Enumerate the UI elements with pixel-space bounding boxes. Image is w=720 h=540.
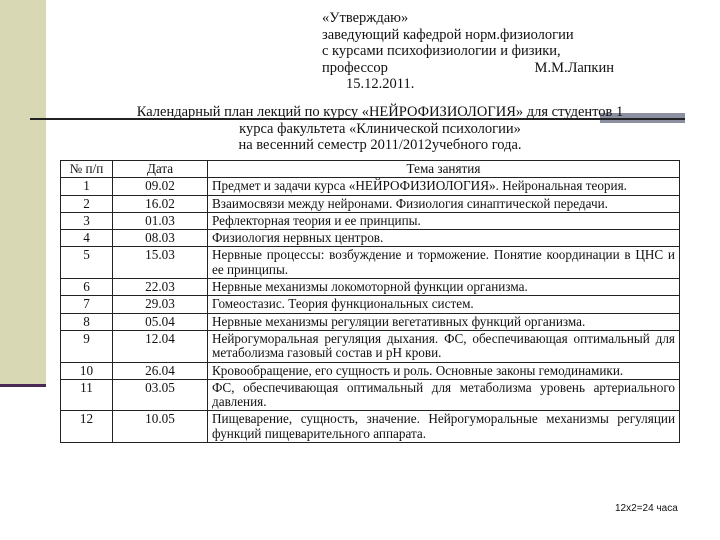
decorative-side-bar [0, 0, 46, 384]
row-date: 12.04 [113, 330, 208, 362]
header-num: № п/п [61, 161, 113, 178]
title-line: Календарный план лекций по курсу «НЕЙРОФИЗИОЛОГИЯ» для студентов 1 [136, 104, 624, 120]
row-date: 15.03 [113, 247, 208, 279]
row-number: 2 [61, 195, 113, 212]
hours-footnote: 12х2=24 часа [615, 503, 678, 514]
header-date: Дата [113, 161, 208, 178]
row-topic: Взаимосвязи между нейронами. Физиология синаптической передачи. [208, 195, 680, 212]
row-number: 3 [61, 212, 113, 229]
row-topic: Кровообращение, его сущность и роль. Основные законы гемодинамики. [208, 362, 680, 379]
row-number: 6 [61, 279, 113, 296]
row-date: 26.04 [113, 362, 208, 379]
row-topic: ФС, обеспечивающая оптимальный для метаболизма уровень артериального давления. [208, 379, 680, 411]
row-number: 9 [61, 330, 113, 362]
table-row [61, 330, 680, 362]
title-line: курса факультета «Клинической психологии» [239, 120, 521, 137]
approval-signatory [322, 60, 614, 77]
row-number: 1 [61, 178, 113, 195]
row-date: 09.02 [113, 178, 208, 195]
table-row [61, 313, 680, 330]
row-number: 8 [61, 313, 113, 330]
row-date: 22.03 [113, 279, 208, 296]
row-number: 5 [61, 247, 113, 279]
row-topic: Пищеварение, сущность, значение. Нейрогуморальные механизмы регуляции функций пищеварительного аппарата. [208, 411, 680, 443]
approval-block [322, 10, 652, 93]
table-row [61, 230, 680, 247]
table-header-row [61, 161, 680, 178]
header-topic: Тема занятия [208, 161, 680, 178]
approval-line: заведующий кафедрой норм.физиологии [322, 26, 574, 43]
row-number: 4 [61, 230, 113, 247]
row-date: 08.03 [113, 230, 208, 247]
row-date: 01.03 [113, 212, 208, 229]
row-topic: Гомеостазис. Теория функциональных систем. [208, 296, 680, 313]
row-topic: Нервные механизмы регуляции вегетативных функций организма. [208, 313, 680, 330]
row-topic: Физиология нервных центров. [208, 230, 680, 247]
table-row [61, 379, 680, 411]
row-date: 16.02 [113, 195, 208, 212]
lecture-plan-table [60, 160, 680, 443]
table-row [61, 279, 680, 296]
table-row [61, 411, 680, 443]
row-date: 05.04 [113, 313, 208, 330]
document-title [60, 104, 700, 154]
table-row [61, 296, 680, 313]
row-topic: Нейрогуморальная регуляция дыхания. ФС, обеспечивающая оптимальный для метаболизма газовый состав и pH крови. [208, 330, 680, 362]
table-row [61, 247, 680, 279]
approval-line: с курсами психофизиологии и физики, [322, 43, 561, 60]
table-body [61, 178, 680, 443]
title-line: на весенний семестр 2011/2012учебного года. [238, 137, 522, 154]
row-topic: Предмет и задачи курса «НЕЙРОФИЗИОЛОГИЯ». Нейрональная теория. [208, 178, 680, 195]
table-row [61, 362, 680, 379]
approval-position: профессор [322, 59, 388, 76]
row-date: 29.03 [113, 296, 208, 313]
approval-line: «Утверждаю» [322, 10, 409, 26]
approval-date: 15.12.2011. [346, 76, 415, 93]
row-number: 7 [61, 296, 113, 313]
row-date: 10.05 [113, 411, 208, 443]
table-row [61, 178, 680, 195]
table-row [61, 212, 680, 229]
row-topic: Рефлекторная теория и ее принципы. [208, 212, 680, 229]
approval-name: М.М.Лапкин [534, 59, 614, 76]
row-date: 03.05 [113, 379, 208, 411]
row-number: 10 [61, 362, 113, 379]
row-number: 11 [61, 379, 113, 411]
row-topic: Нервные процессы: возбуждение и торможение. Понятие координации в ЦНС и ее принципы. [208, 247, 680, 279]
decorative-side-rule [0, 384, 46, 387]
row-topic: Нервные механизмы локомоторной функции организма. [208, 279, 680, 296]
row-number: 12 [61, 411, 113, 443]
table-row [61, 195, 680, 212]
